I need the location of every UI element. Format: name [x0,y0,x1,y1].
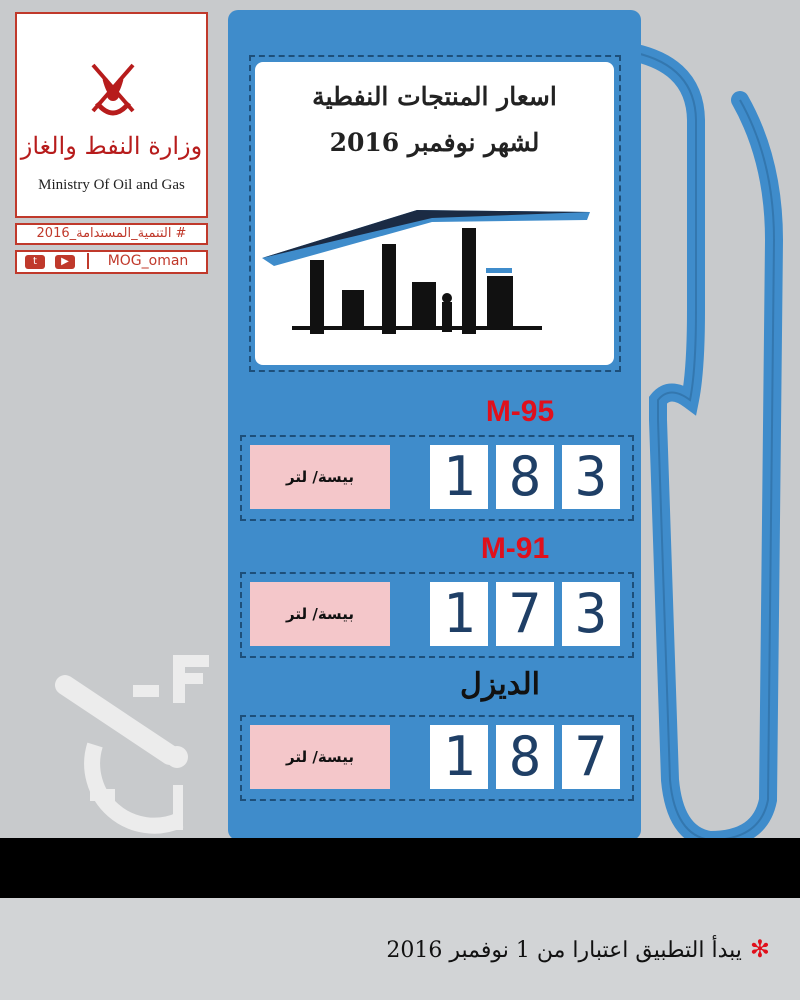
price-digit: 7 [496,582,554,646]
price-digit: 8 [496,445,554,509]
black-band [0,838,800,898]
fuel-label-diesel: الديزل [460,667,540,702]
fuel-label-m91: M-91 [480,532,550,565]
price-unit: بيسة/ لتر [250,445,390,509]
footer-note [386,935,770,963]
oman-emblem-icon [85,59,141,125]
price-digit: 8 [496,725,554,789]
ministry-name-english: Ministry Of Oil and Gas [38,177,185,193]
fuel-label-m95: M-95 [485,395,555,428]
price-digit: 1 [430,445,488,509]
footer-note-text: يبدأ التطبيق اعتبارا من 1 نوفمبر 2016 [386,938,742,963]
price-unit: بيسة/ لتر [250,725,390,789]
youtube-icon[interactable]: ▶ [55,255,75,269]
social-handle[interactable]: MOG_oman [87,253,207,269]
fuel-gauge-icon [55,645,220,835]
hashtag-label: # التنمية_المستدامة_2016 [15,223,208,245]
social-bar [15,250,208,274]
price-unit: بيسة/ لتر [250,582,390,646]
ministry-name-arabic: وزارة النفط والغاز [20,132,203,160]
title-line-1: اسعار المنتجات النفطية [312,82,557,111]
twitter-icon[interactable]: t [25,255,45,269]
price-digit: 3 [562,582,620,646]
title-line-2: لشهر نوفمبر 2016 [329,128,540,157]
price-digit: 3 [562,445,620,509]
gas-station-icon [262,198,590,338]
price-digit: 1 [430,725,488,789]
price-digit: 1 [430,582,488,646]
price-digit: 7 [562,725,620,789]
ministry-logo-box [15,12,208,218]
asterisk-icon: ✻ [749,935,770,963]
